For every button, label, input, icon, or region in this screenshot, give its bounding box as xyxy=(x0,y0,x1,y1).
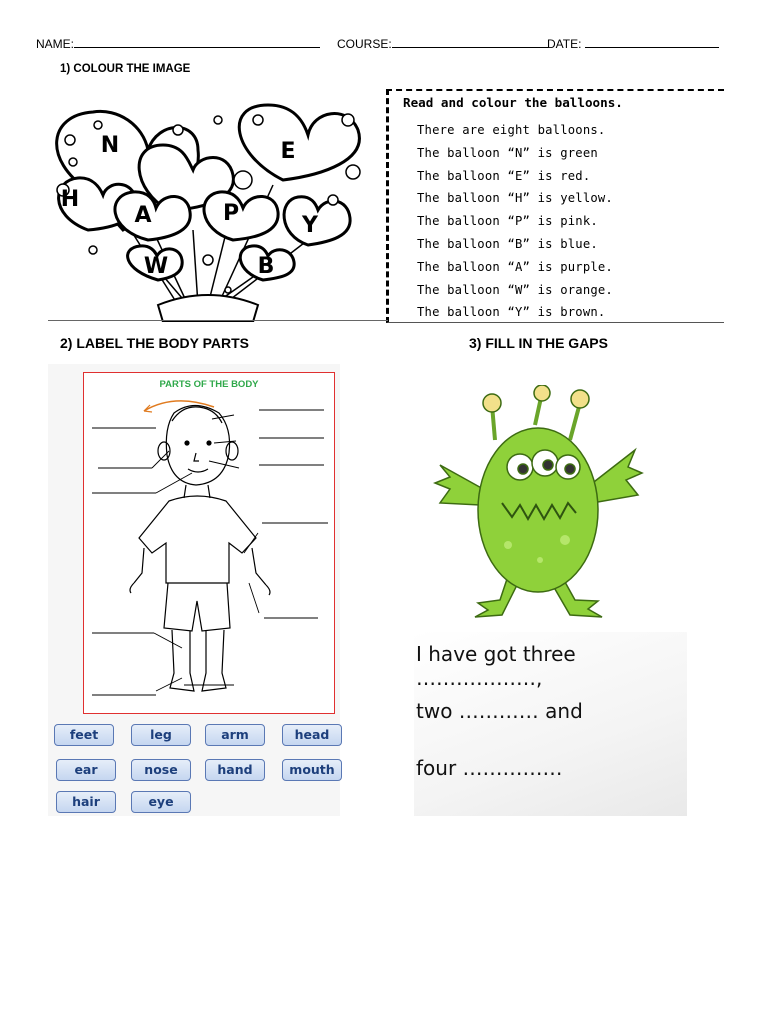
date-label: DATE: xyxy=(547,37,582,51)
course-underline[interactable] xyxy=(392,36,548,48)
balloon-letter-w: W xyxy=(143,254,169,279)
word-card-mouth[interactable]: mouth xyxy=(282,759,342,781)
instruction-line: The balloon “E” is red. xyxy=(417,168,591,183)
word-card-ear[interactable]: ear xyxy=(56,759,116,781)
balloon-letter-b: B xyxy=(257,254,275,279)
balloon-letter-e: E xyxy=(280,139,296,164)
boy-body-illustration xyxy=(84,373,334,713)
instruction-line: The balloon “P” is pink. xyxy=(417,214,598,229)
instruction-line: The balloon “A” is purple. xyxy=(417,259,613,274)
body-diagram-frame xyxy=(83,372,335,714)
word-card-head[interactable]: head xyxy=(282,724,342,746)
balloon-letter-y: Y xyxy=(302,213,318,238)
word-card-arm[interactable]: arm xyxy=(205,724,265,746)
word-card-hair[interactable]: hair xyxy=(56,791,116,813)
fill-gaps-panel xyxy=(414,632,687,816)
course-field[interactable] xyxy=(337,36,548,51)
balloon-letter-h: H xyxy=(60,187,80,212)
instruction-line: The balloon “N” is green xyxy=(417,145,598,160)
word-card-eye[interactable]: eye xyxy=(131,791,191,813)
section1-title: 1) COLOUR THE IMAGE xyxy=(60,63,191,75)
instruction-line: The balloon “W” is orange. xyxy=(417,282,613,297)
date-underline[interactable] xyxy=(585,36,719,48)
monster-illustration xyxy=(430,385,645,630)
section2-title: 2) LABEL THE BODY PARTS xyxy=(60,335,250,351)
name-label: NAME: xyxy=(36,37,75,51)
balloon-letter-a: A xyxy=(134,203,152,228)
word-card-nose[interactable]: nose xyxy=(131,759,191,781)
name-underline[interactable] xyxy=(74,36,320,48)
section3-title: 3) FILL IN THE GAPS xyxy=(469,335,608,351)
gap-sentence-3: four …………… xyxy=(416,756,563,780)
instructions-list xyxy=(417,119,613,324)
course-label: COURSE: xyxy=(337,37,392,51)
balloons-illustration xyxy=(48,100,376,322)
balloon-letter-n: N xyxy=(100,133,120,158)
instructions-title: Read and colour the balloons. xyxy=(403,95,623,110)
gap-sentence-1: I have got three ………………, xyxy=(416,642,576,690)
word-card-feet[interactable]: feet xyxy=(54,724,114,746)
diagram-title: PARTS OF THE BODY xyxy=(159,379,259,390)
instructions-box xyxy=(386,89,724,323)
section1-divider xyxy=(48,320,388,321)
name-field[interactable] xyxy=(36,36,320,51)
instruction-line: The balloon “Y” is brown. xyxy=(417,305,606,320)
instruction-line: There are eight balloons. xyxy=(417,123,606,137)
gap-sentence-2: two ………… and xyxy=(416,699,583,723)
word-card-leg[interactable]: leg xyxy=(131,724,191,746)
instruction-line: The balloon “H” is yellow. xyxy=(417,191,613,206)
instruction-line: The balloon “B” is blue. xyxy=(417,236,598,251)
balloon-letter-p: P xyxy=(222,201,240,226)
date-field[interactable] xyxy=(547,36,719,51)
word-card-hand[interactable]: hand xyxy=(205,759,265,781)
